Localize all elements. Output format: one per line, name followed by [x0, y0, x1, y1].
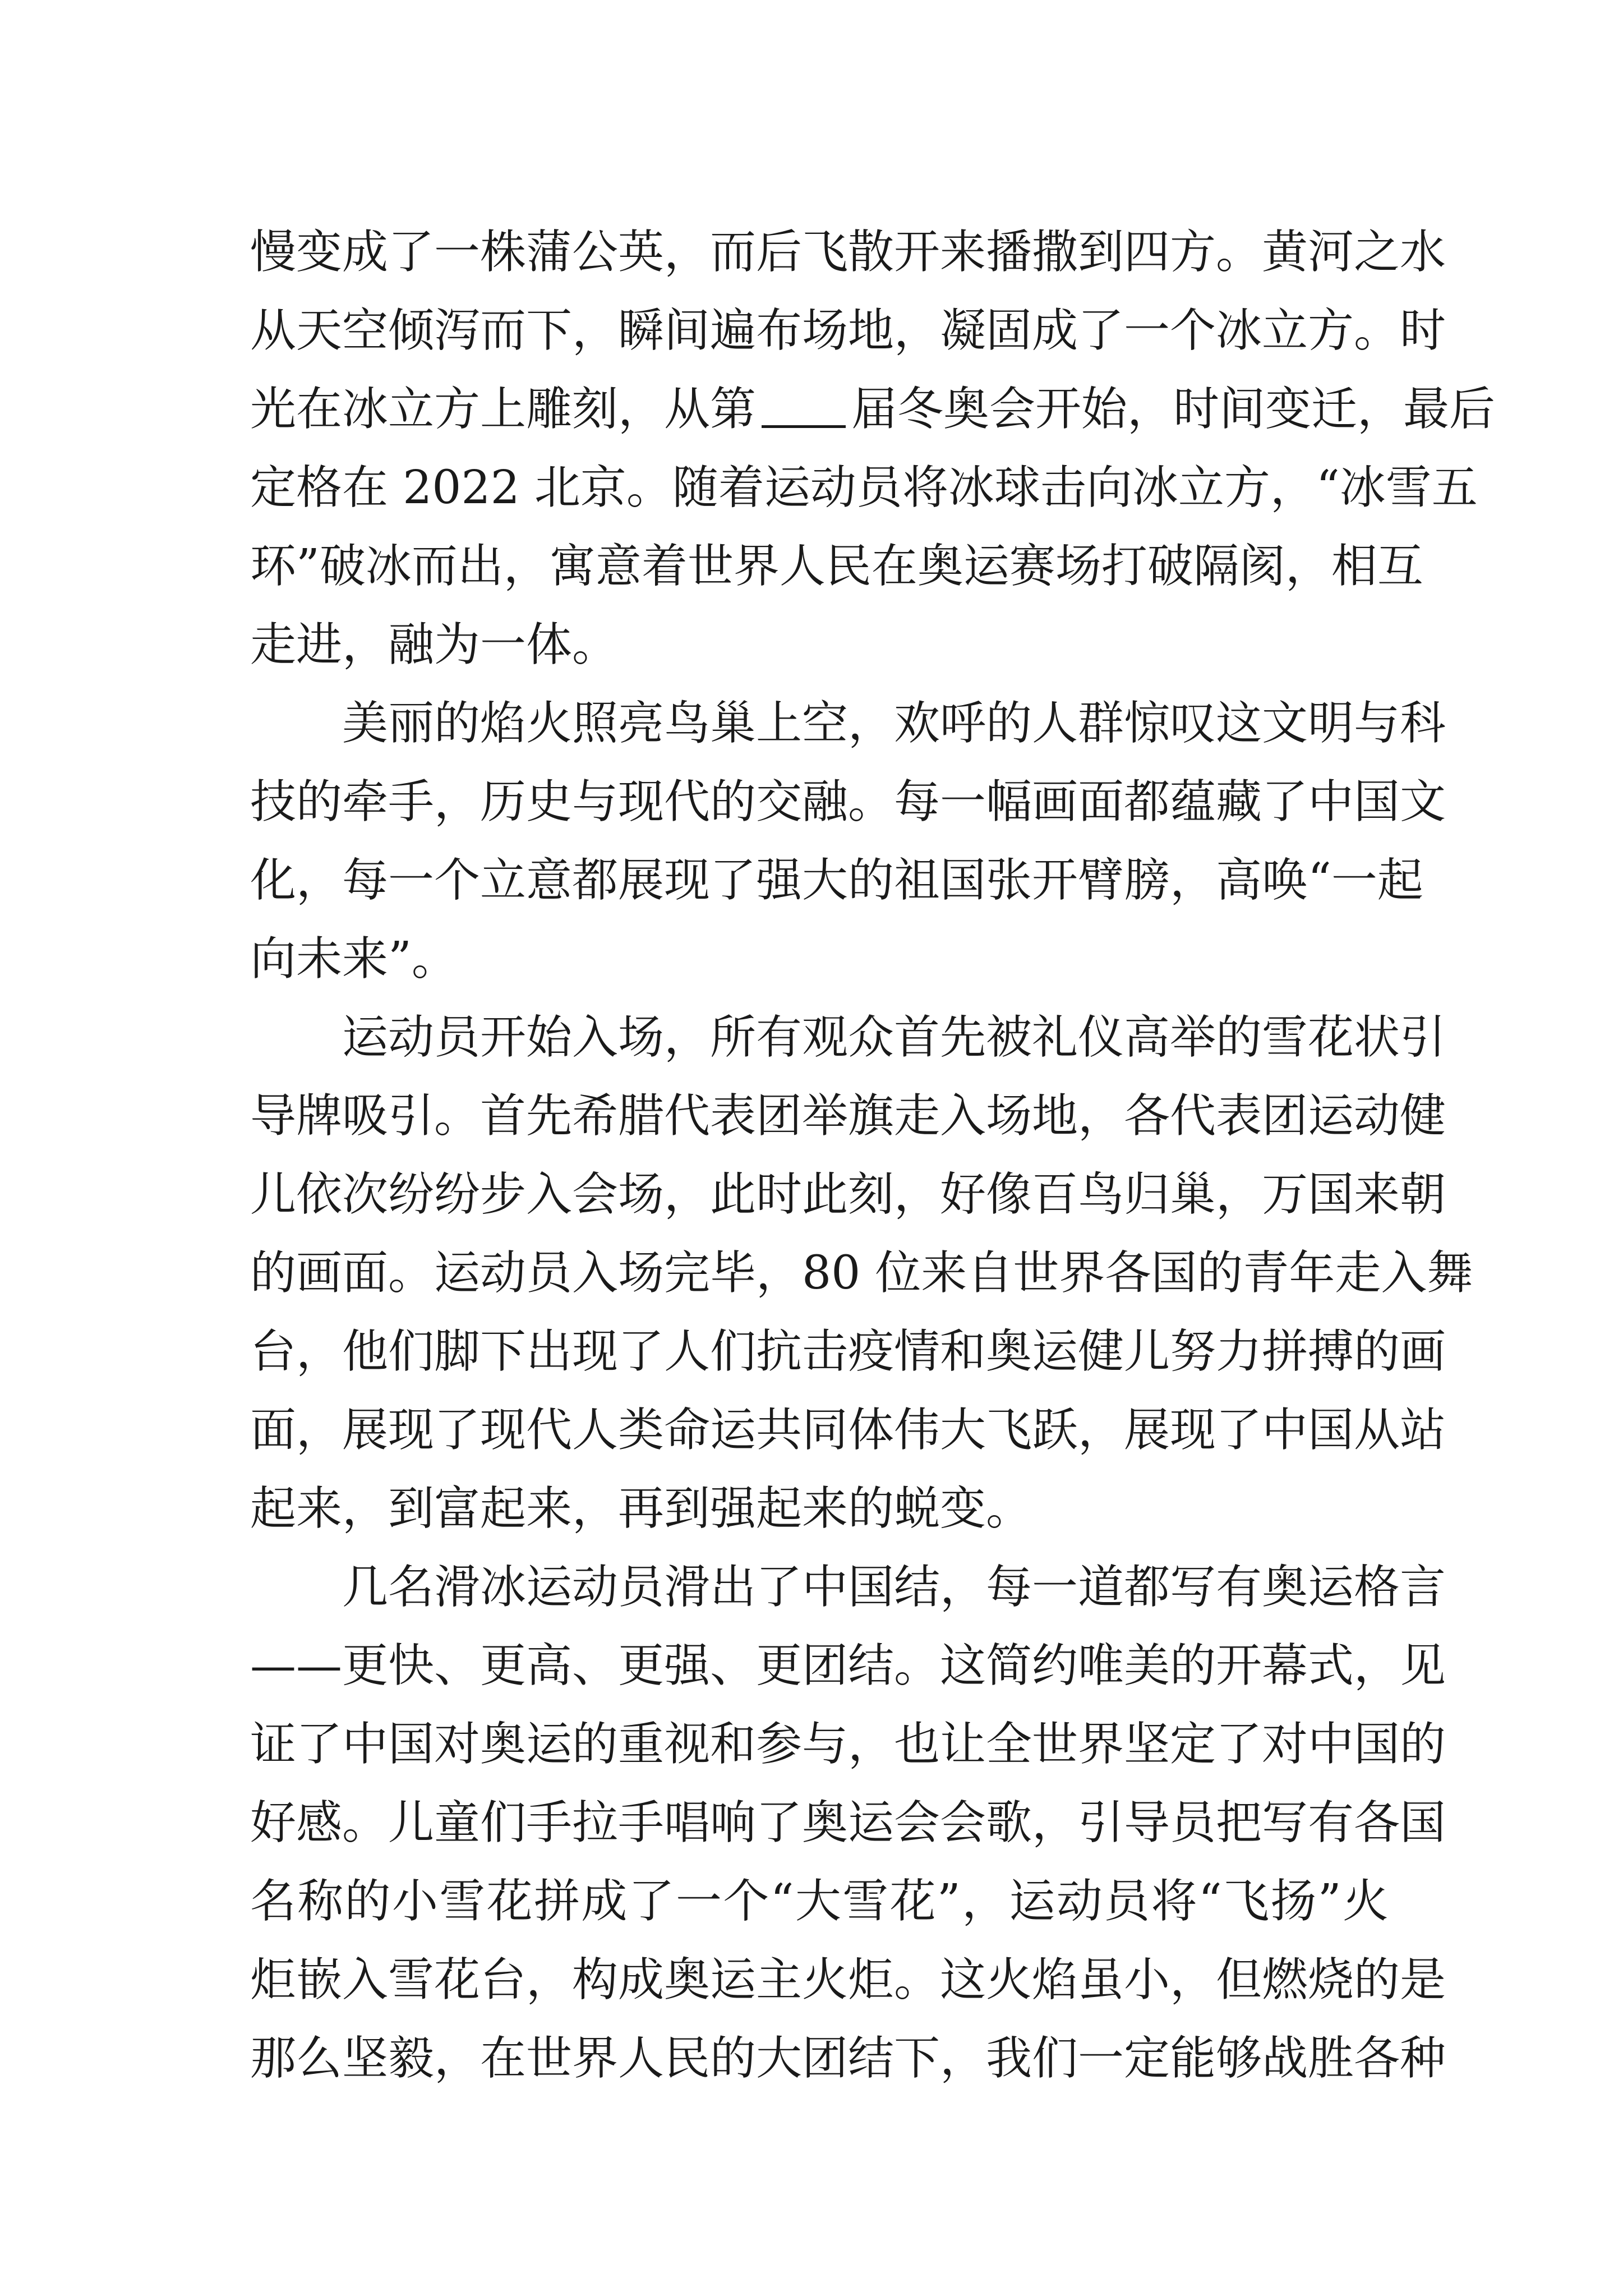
paragraph-4-line-4: 好感。儿童们手拉手唱响了奥运会会歌，引导员把写有各国 [250, 1796, 1446, 1849]
paragraph-3-line-7: 起来，到富起来，再到强起来的蜕变。 [250, 1482, 1032, 1535]
paragraph-1-line-1: 慢变成了一株蒲公英，而后飞散开来播撒到四方。黄河之水 [250, 226, 1446, 279]
paragraph-1-line-2: 从天空倾泻而下，瞬间遍布场地，凝固成了一个冰立方。时 [250, 304, 1446, 357]
paragraph-3-line-1: 运动员开始入场，所有观众首先被礼仪高举的雪花状引 [342, 1011, 1446, 1064]
paragraph-4-line-2: ——更快、更高、更强、更团结。这简约唯美的开幕式，见 [250, 1639, 1446, 1692]
paragraph-4-line-5: 名称的小雪花拼成了一个“大雪花”，运动员将“飞扬”火 [250, 1875, 1389, 1928]
paragraph-2-line-4: 向未来”。 [250, 932, 458, 986]
paragraph-4-line-6: 炬嵌入雪花台，构成奥运主火炬。这火焰虽小，但燃烧的是 [250, 1953, 1446, 2007]
paragraph-3-line-3: 儿依次纷纷步入会场，此时此刻，好像百鸟归巢，万国来朝 [250, 1168, 1446, 1221]
paragraph-4-line-7: 那么坚毅，在世界人民的大团结下，我们一定能够战胜各种 [250, 2032, 1446, 2085]
paragraph-1-line-5: 环”破冰而出，寓意着世界人民在奥运赛场打破隔阂，相互 [250, 540, 1423, 593]
paragraph-4-line-3: 证了中国对奥运的重视和参与，也让全世界坚定了对中国的 [250, 1718, 1446, 1771]
paragraph-1-line-6: 走进，融为一体。 [250, 618, 619, 671]
paragraph-1-line-3-part-2: 届冬奥会开始，时间变迁，最后 [851, 383, 1496, 436]
paragraph-3-line-6: 面，展现了现代人类命运共同体伟大飞跃，展现了中国从站 [250, 1404, 1446, 1457]
paragraph-1-line-4: 定格在 2022 北京。随着运动员将冰球击向冰立方，“冰雪五 [250, 461, 1478, 514]
paragraph-4-line-1: 几名滑冰运动员滑出了中国结，每一道都写有奥运格言 [342, 1561, 1446, 1614]
paragraph-2-line-2: 技的牵手，历史与现代的交融。每一幅画面都蕴藏了中国文 [250, 775, 1446, 829]
body-text [250, 213, 1496, 2098]
fill-in-blank [762, 422, 846, 428]
paragraph-3-line-4: 的画面。运动员入场完毕，80 位来自世界各国的青年走入舞 [250, 1246, 1473, 1300]
paragraph-1-line-3 [250, 370, 1496, 449]
paragraph-2-line-3: 化，每一个立意都展现了强大的祖国张开臂膀，高唤“一起 [250, 854, 1423, 907]
paragraph-3-line-2: 导牌吸引。首先希腊代表团举旗走入场地，各代表团运动健 [250, 1089, 1446, 1143]
paragraph-3-line-5: 台，他们脚下出现了人们抗击疫情和奥运健儿努力拼搏的画 [250, 1325, 1446, 1378]
paragraph-1-line-3-part-1: 光在冰立方上雕刻，从第 [250, 383, 757, 436]
paragraph-2-line-1: 美丽的焰火照亮鸟巢上空，欢呼的人群惊叹这文明与科 [342, 697, 1446, 750]
